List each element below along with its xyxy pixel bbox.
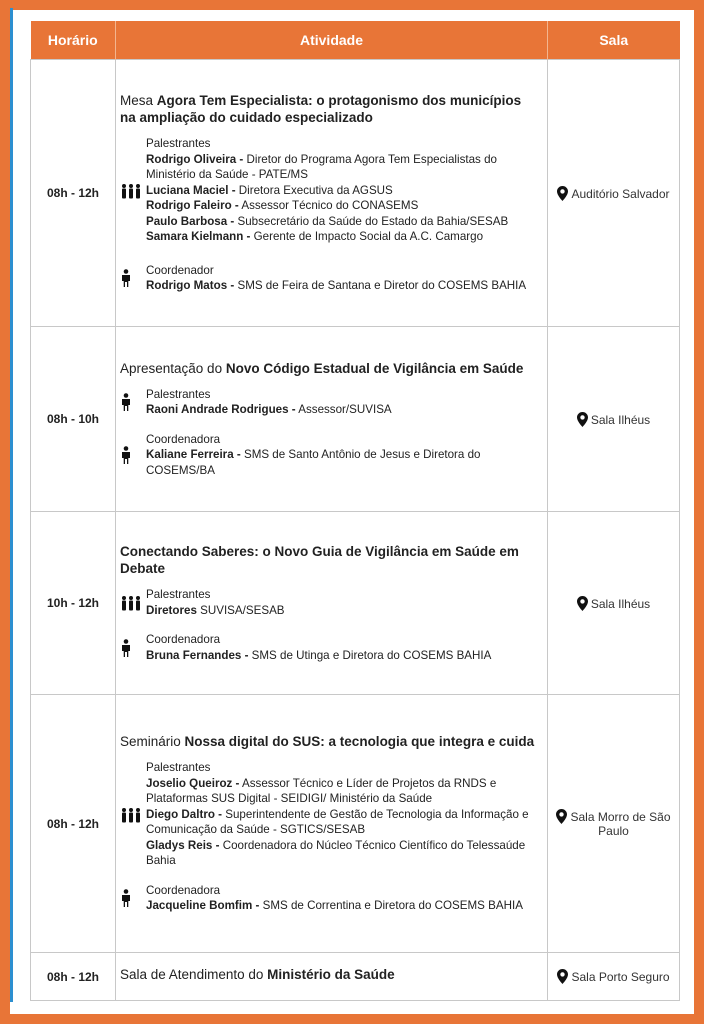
activity-title: Sala de Atendimento do Ministério da Saúde bbox=[120, 967, 395, 982]
speakers-label: Palestrantes bbox=[146, 387, 211, 401]
schedule-table bbox=[30, 21, 680, 1001]
speaker-entry: Paulo Barbosa - Subsecretário da Saúde do Estado da Bahia/SESAB bbox=[146, 214, 509, 228]
location-pin-icon bbox=[577, 597, 591, 611]
time-cell: 08h - 12h bbox=[31, 60, 116, 327]
time-cell: 08h - 12h bbox=[31, 695, 116, 953]
speakers-group bbox=[120, 136, 539, 245]
activity-title: Mesa Agora Tem Especialista: o protagonismo dos municípios na ampliação do cuidado especializado bbox=[120, 93, 522, 126]
coordinator-label: Coordenadora bbox=[146, 883, 221, 897]
coordinator-entry: Bruna Fernandes - SMS de Utinga e Diretora do COSEMS BAHIA bbox=[146, 648, 492, 662]
coordinator-entry: Kaliane Ferreira - SMS de Santo Antônio de Jesus e Diretora do COSEMS/BA bbox=[146, 448, 481, 477]
room-cell bbox=[548, 512, 680, 695]
coordinator-entry: Rodrigo Matos - SMS de Feira de Santana e Diretor do COSEMS BAHIA bbox=[146, 279, 527, 293]
time-cell: 08h - 10h bbox=[31, 327, 116, 512]
person-icon bbox=[120, 446, 146, 464]
room-cell bbox=[548, 953, 680, 1001]
header-activity: Atividade bbox=[116, 21, 548, 60]
room-name: Auditório Salvador bbox=[571, 186, 670, 201]
people-group-icon bbox=[120, 595, 146, 611]
speaker-entry: Luciana Maciel - Diretora Executiva da AGSUS bbox=[146, 183, 393, 197]
schedule-row bbox=[31, 695, 680, 953]
speaker-entry: Rodrigo Oliveira - Diretor do Programa Agora Tem Especialistas do Ministério da Saúde - PATE/MS bbox=[146, 152, 497, 182]
time-cell: 10h - 12h bbox=[31, 512, 116, 695]
schedule-row bbox=[31, 953, 680, 1001]
speaker-entry: Joselio Queiroz - Assessor Técnico e Líder de Projetos da RNDS e Plataformas SUS Digital - SEIDIGI/ Ministério da Saúde bbox=[146, 776, 497, 806]
coordinator-label: Coordenadora bbox=[146, 633, 221, 646]
room-cell bbox=[548, 695, 680, 953]
time-cell: 08h - 12h bbox=[31, 953, 116, 1001]
speaker-entry: Raoni Andrade Rodrigues - Assessor/SUVISA bbox=[146, 403, 392, 417]
speakers-label: Palestrantes bbox=[146, 137, 211, 151]
schedule-row bbox=[31, 512, 680, 695]
speaker-entry: Diretores SUVISA/SESAB bbox=[146, 603, 285, 617]
speakers-group bbox=[120, 587, 539, 618]
activity-cell bbox=[116, 953, 548, 1001]
coordinator-label: Coordenador bbox=[146, 263, 214, 277]
coordinator-group bbox=[120, 883, 539, 914]
coordinator-group bbox=[120, 632, 539, 663]
coordinator-label: Coordenadora bbox=[146, 432, 221, 446]
activity-title: Seminário Nossa digital do SUS: a tecnologia que integra e cuida bbox=[120, 734, 535, 750]
activity-title: Conectando Saberes: o Novo Guia de Vigilância em Saúde em Debate bbox=[120, 544, 519, 576]
room-cell bbox=[548, 327, 680, 512]
accent-bar bbox=[10, 8, 13, 1002]
room-name: Sala Morro de São Paulo bbox=[570, 810, 671, 838]
activity-cell bbox=[116, 695, 548, 953]
person-icon bbox=[120, 269, 146, 287]
room-name: Sala Ilhéus bbox=[590, 596, 651, 611]
location-pin-icon bbox=[557, 970, 571, 984]
speaker-entry: Diego Daltro - Superintendente de Gestão de Tecnologia da Informação e Comunicação da Saúde - SGTICS/SESAB bbox=[146, 807, 529, 837]
speakers-label: Palestrantes bbox=[146, 761, 211, 775]
person-icon bbox=[120, 393, 146, 411]
room-name: Sala Porto Seguro bbox=[571, 970, 670, 984]
speakers-group bbox=[120, 760, 539, 869]
people-group-icon bbox=[120, 807, 146, 823]
person-icon bbox=[120, 639, 146, 657]
person-icon bbox=[120, 889, 146, 907]
speaker-entry: Rodrigo Faleiro - Assessor Técnico do CONASEMS bbox=[146, 199, 419, 213]
speaker-entry: Gladys Reis - Coordenadora do Núcleo Técnico Científico do Telessaúde Bahia bbox=[146, 838, 526, 868]
room-name: Sala Ilhéus bbox=[590, 412, 651, 427]
activity-cell bbox=[116, 60, 548, 327]
location-pin-icon bbox=[556, 810, 570, 824]
speakers-group bbox=[120, 387, 539, 418]
coordinator-group bbox=[120, 432, 539, 479]
room-cell bbox=[548, 60, 680, 327]
activity-cell bbox=[116, 327, 548, 512]
activity-cell bbox=[116, 512, 548, 695]
schedule-row bbox=[31, 327, 680, 512]
coordinator-entry: Jacqueline Bomfim - SMS de Correntina e Diretora do COSEMS BAHIA bbox=[146, 899, 523, 913]
people-group-icon bbox=[120, 183, 146, 199]
speaker-entry: Samara Kielmann - Gerente de Impacto Social da A.C. Camargo bbox=[146, 230, 484, 244]
activity-title: Apresentação do Novo Código Estadual de Vigilância em Saúde bbox=[120, 360, 524, 376]
header-row bbox=[31, 21, 680, 60]
location-pin-icon bbox=[557, 187, 571, 201]
coordinator-group bbox=[120, 263, 539, 294]
speakers-label: Palestrantes bbox=[146, 588, 211, 601]
header-room: Sala bbox=[548, 21, 680, 60]
schedule-row bbox=[31, 60, 680, 327]
location-pin-icon bbox=[577, 413, 591, 427]
header-time: Horário bbox=[31, 21, 116, 60]
